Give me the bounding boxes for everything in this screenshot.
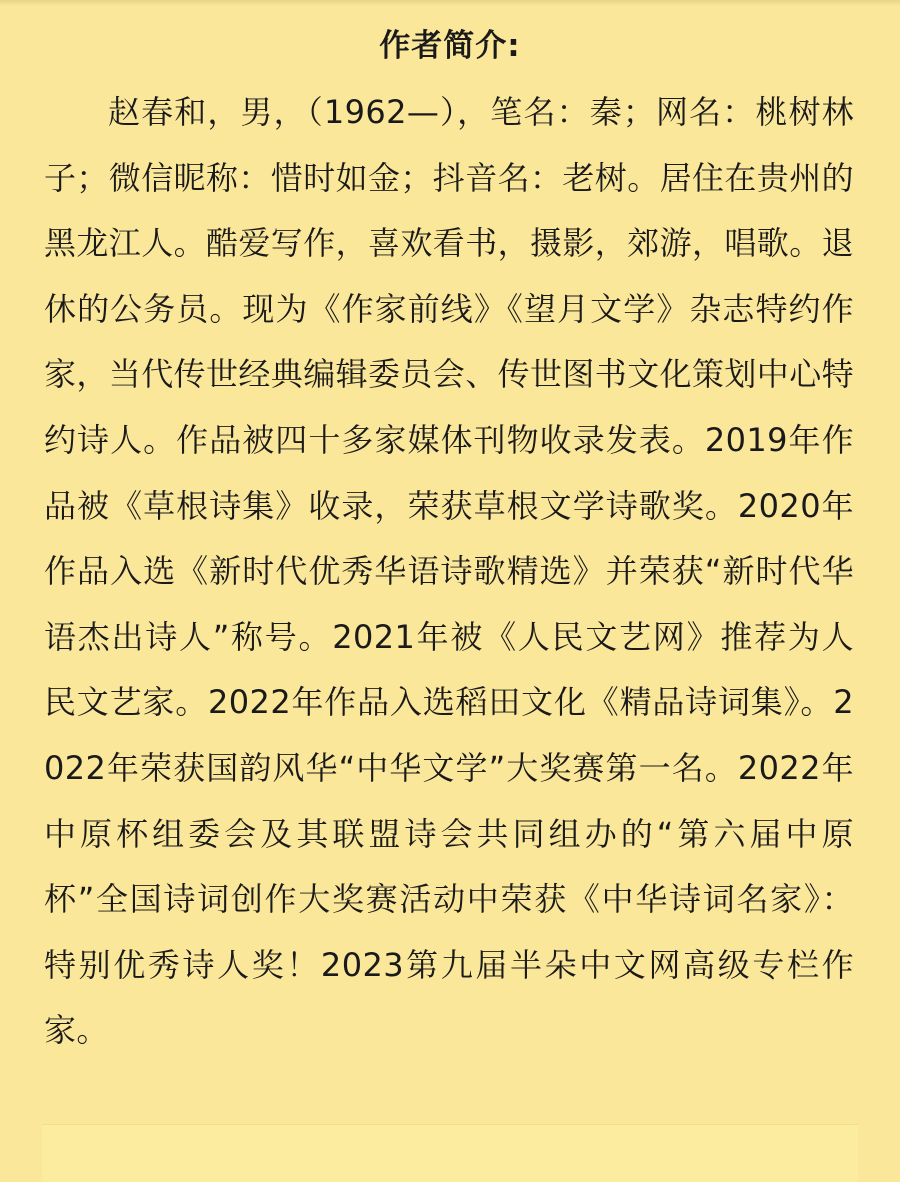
top-edge-strip (0, 0, 900, 6)
page-title: 作者简介: (379, 28, 521, 64)
bottom-panel (42, 1124, 858, 1182)
author-bio-paragraph: 赵春和，男，（1962—），笔名：秦；网名：桃树林子；微信昵称：惜时如金；抖音名：老树。居住在贵州的黑龙江人。酷爱写作，喜欢看书，摄影，郊游，唱歌。退休的公务员。现为《作家前线》《望月文学》杂志特约作家，当代传世经典编辑委员会、传世图书文化策划中心特约诗人。作品被四十多家媒体刊物收录发表。2019年作品被《草根诗集》收录，荣获草根文学诗歌奖。2020年作品入选《新时代优秀华语诗歌精选》并荣获“新时代华语杰出诗人”称号。2021年被《人民文艺网》推荐为人民文艺家。2022年作品入选稻田文化《精品诗词集》。2022年荣获国韵风华“中华文学”大奖赛第一名。2022年中原杯组委会及其联盟诗会共同组办的“第六届中原杯”全国诗词创作大奖赛活动中荣获《中华诗词名家》：特别优秀诗人奖！2023第九届半朵中文网高级专栏作家。 (44, 93, 855, 1050)
